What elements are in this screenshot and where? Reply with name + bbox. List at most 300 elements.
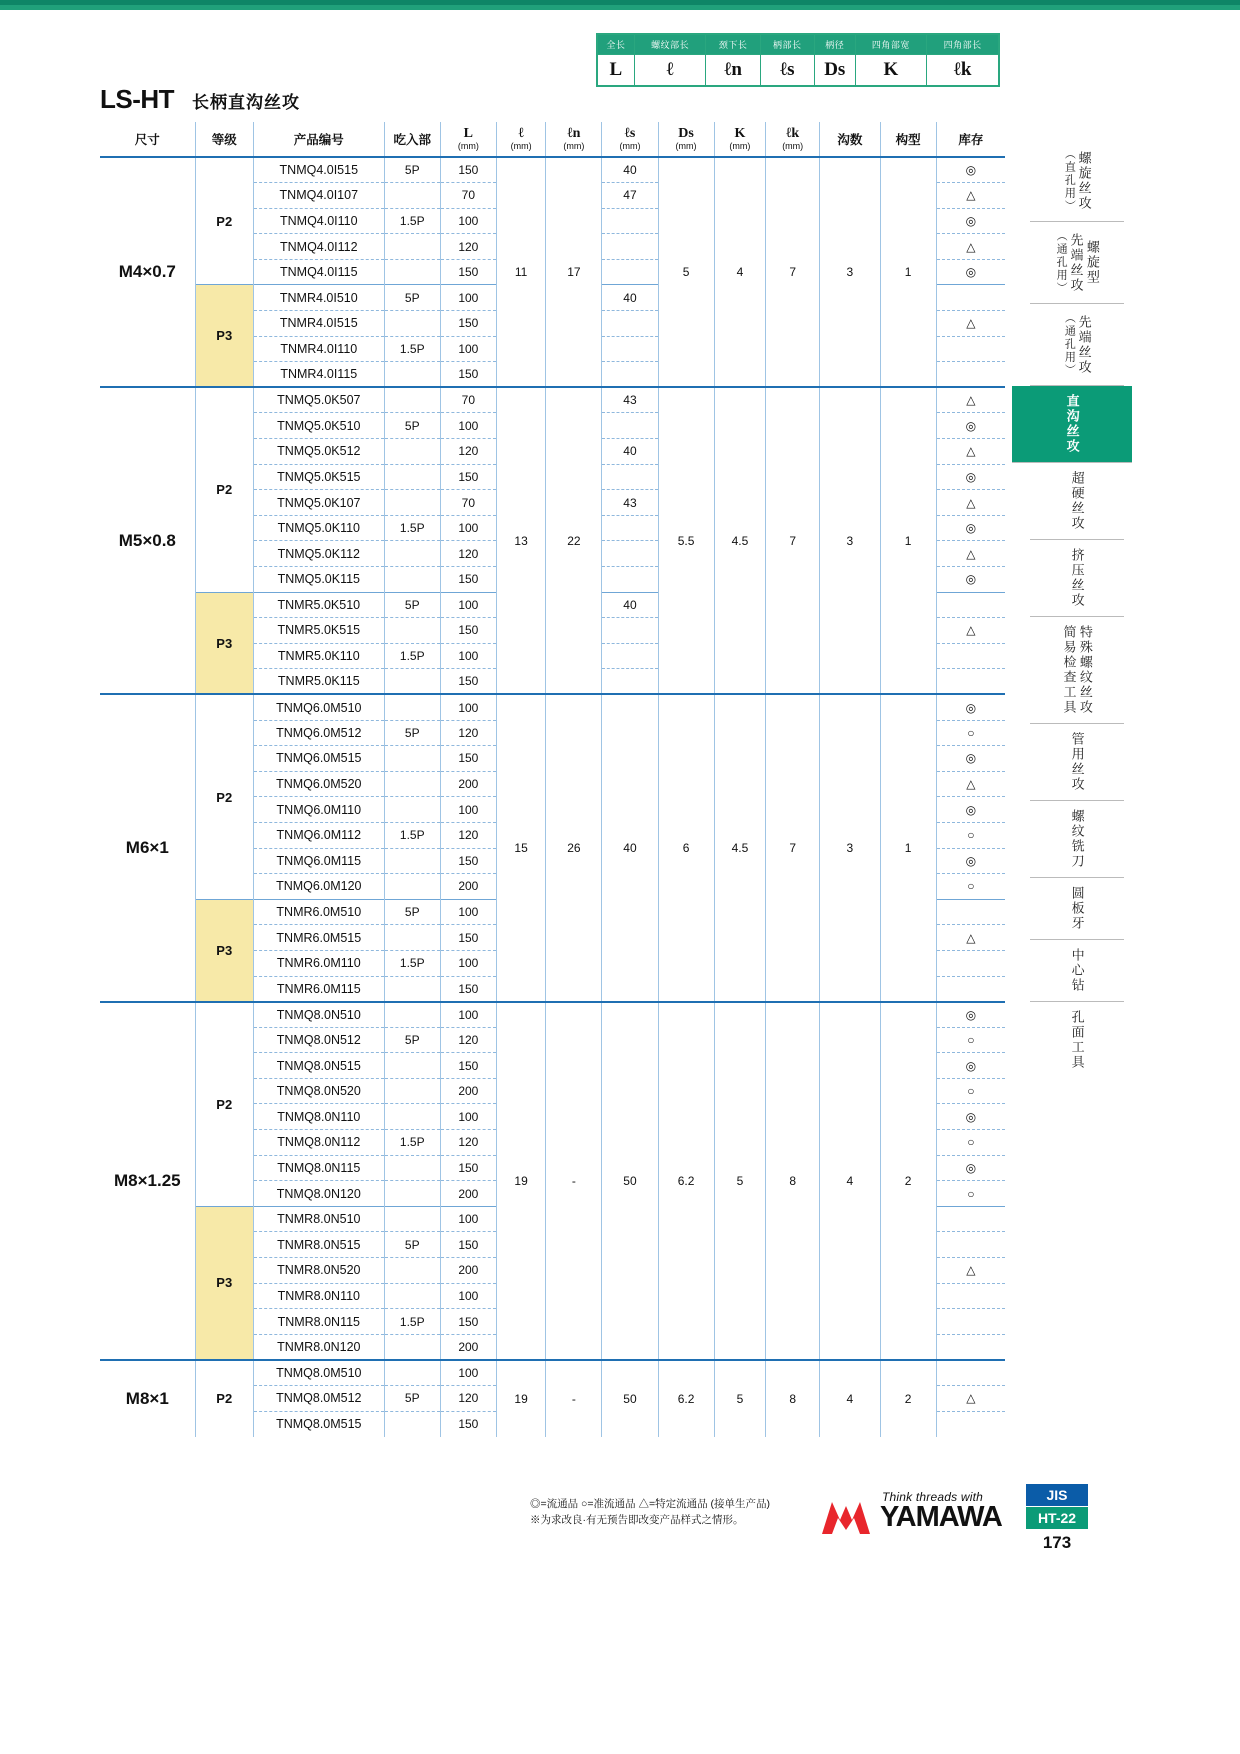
product-code-cell: TNMQ4.0I110 bbox=[253, 208, 384, 234]
chamfer-cell: 5P bbox=[384, 1386, 440, 1412]
chamfer-cell bbox=[384, 567, 440, 593]
dimension-legend bbox=[596, 33, 1000, 87]
product-code-cell: TNMQ8.0N112 bbox=[253, 1130, 384, 1156]
page-title bbox=[100, 84, 300, 115]
shank-length-cell bbox=[602, 618, 658, 644]
section-tab-columns bbox=[1030, 886, 1124, 931]
chamfer-cell: 5P bbox=[384, 592, 440, 618]
overall-length-cell: 100 bbox=[440, 413, 496, 439]
column-header-unit: (mm) bbox=[782, 141, 804, 152]
section-tab-label: 超硬丝攻 bbox=[1069, 471, 1085, 531]
overall-length-cell: 150 bbox=[440, 848, 496, 874]
product-code-cell: TNMQ8.0N115 bbox=[253, 1155, 384, 1181]
overall-length-cell: 70 bbox=[440, 183, 496, 209]
product-code-cell: TNMQ8.0N512 bbox=[253, 1027, 384, 1053]
overall-length-cell: 100 bbox=[440, 1002, 496, 1028]
shank-length-cell: 40 bbox=[602, 592, 658, 618]
chamfer-cell bbox=[384, 1258, 440, 1284]
overall-length-cell: 150 bbox=[440, 618, 496, 644]
section-tab-label: 圆板牙 bbox=[1069, 886, 1085, 931]
jis-badge: JIS bbox=[1026, 1484, 1088, 1506]
thread-length-cell: 15 bbox=[496, 694, 545, 1001]
product-code-cell: TNMR6.0M515 bbox=[253, 925, 384, 951]
column-header bbox=[658, 122, 714, 157]
chamfer-cell: 1.5P bbox=[384, 515, 440, 541]
shank-length-cell bbox=[602, 208, 658, 234]
product-code-cell: TNMR8.0N115 bbox=[253, 1309, 384, 1335]
shank-diameter-cell: 5.5 bbox=[658, 387, 714, 694]
stock-status-cell bbox=[936, 336, 1005, 362]
square-length-cell: 8 bbox=[766, 1002, 820, 1360]
product-code-cell: TNMQ6.0M512 bbox=[253, 720, 384, 746]
product-code-cell: TNMQ8.0M512 bbox=[253, 1386, 384, 1412]
overall-length-cell: 120 bbox=[440, 541, 496, 567]
stock-status-cell bbox=[936, 1283, 1005, 1309]
overall-length-cell: 150 bbox=[440, 976, 496, 1002]
neck-length-cell: - bbox=[546, 1360, 602, 1437]
stock-status-cell: △ bbox=[936, 1386, 1005, 1412]
chamfer-cell bbox=[384, 771, 440, 797]
shank-length-cell bbox=[602, 362, 658, 388]
section-tab-label: （直孔用） bbox=[1063, 148, 1076, 213]
chamfer-cell bbox=[384, 1283, 440, 1309]
legend-header-cell: 四角部宽 bbox=[855, 35, 927, 55]
chamfer-cell bbox=[384, 362, 440, 388]
square-length-cell: 7 bbox=[766, 157, 820, 387]
stock-status-cell: △ bbox=[936, 541, 1005, 567]
stock-status-cell: ◎ bbox=[936, 1155, 1005, 1181]
shank-length-cell bbox=[602, 259, 658, 285]
chamfer-cell bbox=[384, 234, 440, 260]
stock-status-cell: ◎ bbox=[936, 694, 1005, 720]
section-tab-columns bbox=[1030, 732, 1124, 792]
column-header-unit: (mm) bbox=[619, 141, 641, 152]
chamfer-cell bbox=[384, 746, 440, 772]
product-code-cell: TNMR8.0N120 bbox=[253, 1334, 384, 1360]
overall-length-cell: 100 bbox=[440, 643, 496, 669]
overall-length-cell: 150 bbox=[440, 746, 496, 772]
stock-status-cell bbox=[936, 950, 1005, 976]
square-width-cell: 5 bbox=[714, 1002, 766, 1360]
column-header bbox=[253, 122, 384, 157]
overall-length-cell: 100 bbox=[440, 797, 496, 823]
shank-length-cell bbox=[602, 336, 658, 362]
overall-length-cell: 200 bbox=[440, 874, 496, 900]
product-code-cell: TNMQ6.0M510 bbox=[253, 694, 384, 720]
stock-status-cell bbox=[936, 1206, 1005, 1232]
section-tab[interactable] bbox=[1030, 801, 1124, 878]
chamfer-cell bbox=[384, 1053, 440, 1079]
shank-diameter-cell: 5 bbox=[658, 157, 714, 387]
product-code-cell: TNMR6.0M510 bbox=[253, 899, 384, 925]
stock-status-cell: ◎ bbox=[936, 157, 1005, 183]
product-code-cell: TNMQ8.0N520 bbox=[253, 1078, 384, 1104]
legend-symbol-cell: ℓk bbox=[927, 55, 999, 86]
stock-status-cell: ◎ bbox=[936, 208, 1005, 234]
product-code-cell: TNMQ4.0I515 bbox=[253, 157, 384, 183]
chamfer-cell: 1.5P bbox=[384, 1309, 440, 1335]
column-header bbox=[384, 122, 440, 157]
chamfer-cell bbox=[384, 439, 440, 465]
overall-length-cell: 100 bbox=[440, 950, 496, 976]
chamfer-cell bbox=[384, 694, 440, 720]
stock-status-cell: ◎ bbox=[936, 413, 1005, 439]
chamfer-cell: 5P bbox=[384, 285, 440, 311]
flute-count-cell: 3 bbox=[820, 387, 880, 694]
chamfer-cell bbox=[384, 1002, 440, 1028]
overall-length-cell: 150 bbox=[440, 669, 496, 695]
column-header bbox=[766, 122, 820, 157]
stock-status-cell: ◎ bbox=[936, 848, 1005, 874]
stock-status-cell: ○ bbox=[936, 1130, 1005, 1156]
product-code-cell: TNMR5.0K115 bbox=[253, 669, 384, 695]
product-code-cell: TNMR4.0I115 bbox=[253, 362, 384, 388]
grade-cell: P3 bbox=[195, 592, 253, 694]
page-footer-badges bbox=[1026, 1484, 1088, 1553]
section-tab[interactable] bbox=[1030, 463, 1124, 540]
stock-legend-line2: ※为求改良·有无预告即改变产品样式之情形。 bbox=[530, 1513, 744, 1526]
legend-symbol-cell: K bbox=[855, 55, 927, 86]
chamfer-cell: 5P bbox=[384, 899, 440, 925]
grade-cell: P2 bbox=[195, 1360, 253, 1437]
stock-status-cell: △ bbox=[936, 1258, 1005, 1284]
chamfer-cell: 1.5P bbox=[384, 208, 440, 234]
product-spec-table bbox=[100, 122, 1005, 1437]
shank-length-cell bbox=[602, 643, 658, 669]
stock-status-cell bbox=[936, 1411, 1005, 1437]
square-width-cell: 4 bbox=[714, 157, 766, 387]
flute-count-cell: 4 bbox=[820, 1002, 880, 1360]
grade-cell: P3 bbox=[195, 285, 253, 387]
neck-length-cell: 26 bbox=[546, 694, 602, 1001]
overall-length-cell: 100 bbox=[440, 1206, 496, 1232]
product-code-cell: TNMR5.0K515 bbox=[253, 618, 384, 644]
overall-length-cell: 120 bbox=[440, 439, 496, 465]
size-cell: M6×1 bbox=[100, 694, 195, 1001]
shank-length-cell: 47 bbox=[602, 183, 658, 209]
product-code-cell: TNMR6.0M110 bbox=[253, 950, 384, 976]
overall-length-cell: 150 bbox=[440, 925, 496, 951]
chamfer-cell bbox=[384, 874, 440, 900]
overall-length-cell: 100 bbox=[440, 1360, 496, 1386]
stock-status-cell: ◎ bbox=[936, 746, 1005, 772]
section-tab[interactable] bbox=[1030, 140, 1124, 222]
product-code-cell: TNMR6.0M115 bbox=[253, 976, 384, 1002]
stock-status-cell: ○ bbox=[936, 1078, 1005, 1104]
overall-length-cell: 120 bbox=[440, 1027, 496, 1053]
section-tab-label: （通孔用） bbox=[1055, 230, 1068, 295]
chamfer-cell: 1.5P bbox=[384, 643, 440, 669]
legend-header-row bbox=[598, 35, 999, 55]
product-code-cell: TNMQ6.0M515 bbox=[253, 746, 384, 772]
shape-cell: 1 bbox=[880, 694, 936, 1001]
chamfer-cell: 5P bbox=[384, 1027, 440, 1053]
chamfer-cell bbox=[384, 1078, 440, 1104]
stock-status-cell: △ bbox=[936, 439, 1005, 465]
stock-status-cell bbox=[936, 899, 1005, 925]
chamfer-cell bbox=[384, 1104, 440, 1130]
table-row bbox=[100, 157, 1005, 183]
stock-status-cell: ○ bbox=[936, 874, 1005, 900]
overall-length-cell: 100 bbox=[440, 208, 496, 234]
overall-length-cell: 150 bbox=[440, 1411, 496, 1437]
chamfer-cell bbox=[384, 1155, 440, 1181]
overall-length-cell: 150 bbox=[440, 1309, 496, 1335]
section-tab-columns bbox=[1030, 948, 1124, 993]
page-number: 173 bbox=[1042, 1533, 1072, 1552]
chamfer-cell: 5P bbox=[384, 157, 440, 183]
column-header-label: ℓs bbox=[624, 126, 636, 142]
chamfer-cell: 1.5P bbox=[384, 1130, 440, 1156]
shank-length-cell bbox=[602, 413, 658, 439]
chamfer-cell bbox=[384, 259, 440, 285]
shank-diameter-cell: 6 bbox=[658, 694, 714, 1001]
shank-length-cell: 43 bbox=[602, 490, 658, 516]
product-code-cell: TNMQ6.0M112 bbox=[253, 822, 384, 848]
stock-status-cell bbox=[936, 976, 1005, 1002]
column-header bbox=[880, 122, 936, 157]
grade-cell: P2 bbox=[195, 387, 253, 592]
section-tab-columns bbox=[1030, 809, 1124, 869]
size-cell: M5×0.8 bbox=[100, 387, 195, 694]
square-width-cell: 4.5 bbox=[714, 387, 766, 694]
overall-length-cell: 150 bbox=[440, 1232, 496, 1258]
product-code-cell: TNMR4.0I515 bbox=[253, 311, 384, 337]
overall-length-cell: 100 bbox=[440, 336, 496, 362]
chamfer-cell: 1.5P bbox=[384, 822, 440, 848]
column-header-label: ℓn bbox=[567, 126, 581, 142]
overall-length-cell: 100 bbox=[440, 1104, 496, 1130]
shank-length-cell: 50 bbox=[602, 1002, 658, 1360]
legend-header-cell: 柄部长 bbox=[760, 35, 814, 55]
grade-cell: P3 bbox=[195, 1206, 253, 1360]
overall-length-cell: 150 bbox=[440, 464, 496, 490]
chamfer-cell bbox=[384, 848, 440, 874]
chamfer-cell bbox=[384, 464, 440, 490]
product-code-cell: TNMR8.0N515 bbox=[253, 1232, 384, 1258]
stock-status-cell: ○ bbox=[936, 720, 1005, 746]
column-header-label: 尺寸 bbox=[134, 133, 160, 147]
top-accent-bar-dark bbox=[0, 0, 1240, 5]
column-header bbox=[440, 122, 496, 157]
overall-length-cell: 150 bbox=[440, 259, 496, 285]
product-code-cell: TNMQ5.0K110 bbox=[253, 515, 384, 541]
section-tab-label: 孔面工具 bbox=[1069, 1010, 1085, 1070]
overall-length-cell: 150 bbox=[440, 362, 496, 388]
legend-symbol-cell: ℓn bbox=[706, 55, 760, 86]
shank-length-cell bbox=[602, 567, 658, 593]
product-code-cell: TNMR5.0K510 bbox=[253, 592, 384, 618]
chamfer-cell bbox=[384, 1360, 440, 1386]
section-tab-columns bbox=[1012, 394, 1132, 454]
grade-cell: P2 bbox=[195, 1002, 253, 1207]
product-code-cell: TNMQ6.0M115 bbox=[253, 848, 384, 874]
flute-count-cell: 3 bbox=[820, 694, 880, 1001]
square-length-cell: 8 bbox=[766, 1360, 820, 1437]
thread-length-cell: 19 bbox=[496, 1002, 545, 1360]
shape-cell: 1 bbox=[880, 157, 936, 387]
section-tab[interactable] bbox=[1030, 617, 1124, 724]
section-tab-columns bbox=[1030, 312, 1124, 377]
chamfer-cell: 1.5P bbox=[384, 950, 440, 976]
section-tab-label: 螺旋丝攻 bbox=[1076, 150, 1092, 211]
product-code-cell: TNMQ8.0M510 bbox=[253, 1360, 384, 1386]
stock-status-cell: ○ bbox=[936, 1181, 1005, 1207]
column-header-label: 库存 bbox=[958, 133, 984, 147]
neck-length-cell: 17 bbox=[546, 157, 602, 387]
stock-legend-note bbox=[530, 1497, 770, 1529]
product-code-cell: TNMQ6.0M120 bbox=[253, 874, 384, 900]
legend-header-cell: 全长 bbox=[598, 35, 635, 55]
stock-status-cell: ◎ bbox=[936, 567, 1005, 593]
chamfer-cell bbox=[384, 1411, 440, 1437]
stock-status-cell: ◎ bbox=[936, 797, 1005, 823]
stock-status-cell: ◎ bbox=[936, 1002, 1005, 1028]
product-code-cell: TNMR8.0N520 bbox=[253, 1258, 384, 1284]
shank-length-cell bbox=[602, 515, 658, 541]
grade-cell: P3 bbox=[195, 899, 253, 1001]
legend-symbol-cell: L bbox=[598, 55, 635, 86]
stock-status-cell bbox=[936, 669, 1005, 695]
section-tab[interactable] bbox=[1030, 940, 1124, 1002]
column-header-label: K bbox=[734, 126, 746, 142]
column-header bbox=[546, 122, 602, 157]
overall-length-cell: 120 bbox=[440, 234, 496, 260]
stock-status-cell bbox=[936, 1360, 1005, 1386]
shank-length-cell bbox=[602, 464, 658, 490]
overall-length-cell: 200 bbox=[440, 1334, 496, 1360]
section-tab-label: 挤压丝攻 bbox=[1069, 548, 1085, 608]
product-code-cell: TNMQ5.0K107 bbox=[253, 490, 384, 516]
overall-length-cell: 150 bbox=[440, 157, 496, 183]
overall-length-cell: 120 bbox=[440, 1386, 496, 1412]
section-tab-label: 螺旋型 bbox=[1084, 240, 1100, 285]
section-tab-columns bbox=[1030, 625, 1124, 715]
overall-length-cell: 100 bbox=[440, 285, 496, 311]
square-width-cell: 5 bbox=[714, 1360, 766, 1437]
stock-status-cell: △ bbox=[936, 618, 1005, 644]
section-tab-label: 简易检查工具 bbox=[1061, 625, 1077, 715]
square-width-cell: 4.5 bbox=[714, 694, 766, 1001]
section-tab[interactable] bbox=[1030, 540, 1124, 617]
column-header-unit: (mm) bbox=[729, 141, 751, 152]
stock-status-cell: △ bbox=[936, 234, 1005, 260]
shank-length-cell bbox=[602, 234, 658, 260]
grade-cell: P2 bbox=[195, 157, 253, 285]
section-tab[interactable] bbox=[1030, 724, 1124, 801]
product-code-cell: TNMQ8.0N510 bbox=[253, 1002, 384, 1028]
chamfer-cell bbox=[384, 311, 440, 337]
overall-length-cell: 100 bbox=[440, 1283, 496, 1309]
stock-status-cell bbox=[936, 362, 1005, 388]
column-header-label: 产品编号 bbox=[293, 133, 344, 147]
section-tab[interactable] bbox=[1030, 878, 1124, 940]
product-code-cell: TNMR8.0N510 bbox=[253, 1206, 384, 1232]
square-length-cell: 7 bbox=[766, 387, 820, 694]
chamfer-cell bbox=[384, 1206, 440, 1232]
overall-length-cell: 200 bbox=[440, 1078, 496, 1104]
section-tab-label: （通孔用） bbox=[1063, 312, 1076, 377]
neck-length-cell: - bbox=[546, 1002, 602, 1360]
shank-length-cell bbox=[602, 669, 658, 695]
section-tab-columns bbox=[1030, 148, 1124, 213]
dimension-legend-table bbox=[597, 34, 999, 86]
size-cell: M4×0.7 bbox=[100, 157, 195, 387]
chamfer-cell bbox=[384, 1334, 440, 1360]
section-tab[interactable] bbox=[1030, 222, 1124, 304]
yamawa-mark-icon bbox=[820, 1496, 872, 1536]
section-tab[interactable] bbox=[1012, 386, 1132, 463]
stock-legend-line1: ◎=流通品 ○=准流通品 △=特定流通品 (接单生产品) bbox=[530, 1498, 770, 1510]
stock-status-cell: ◎ bbox=[936, 1104, 1005, 1130]
product-code-cell: TNMQ4.0I112 bbox=[253, 234, 384, 260]
chamfer-cell: 5P bbox=[384, 413, 440, 439]
legend-symbol-cell: ℓ bbox=[634, 55, 706, 86]
product-code-cell: TNMR4.0I110 bbox=[253, 336, 384, 362]
section-tabs bbox=[1012, 140, 1132, 1078]
stock-status-cell: ◎ bbox=[936, 259, 1005, 285]
shank-length-cell: 43 bbox=[602, 387, 658, 413]
stock-status-cell bbox=[936, 285, 1005, 311]
section-tab[interactable] bbox=[1030, 304, 1124, 386]
product-code-cell: TNMQ5.0K512 bbox=[253, 439, 384, 465]
stock-status-cell bbox=[936, 643, 1005, 669]
section-tab-columns bbox=[1030, 230, 1124, 295]
stock-status-cell: ◎ bbox=[936, 515, 1005, 541]
product-code-cell: TNMR8.0N110 bbox=[253, 1283, 384, 1309]
table-row bbox=[100, 387, 1005, 413]
product-code-cell: TNMQ5.0K507 bbox=[253, 387, 384, 413]
column-header-label: ℓ bbox=[518, 126, 524, 142]
column-header-unit: (mm) bbox=[510, 141, 532, 152]
product-code-cell: TNMQ8.0N110 bbox=[253, 1104, 384, 1130]
table-body bbox=[100, 157, 1005, 1437]
stock-status-cell: △ bbox=[936, 183, 1005, 209]
chamfer-cell: 1.5P bbox=[384, 336, 440, 362]
product-code-cell: TNMQ4.0I107 bbox=[253, 183, 384, 209]
column-header-label: L bbox=[463, 126, 473, 142]
legend-header-cell: 四角部长 bbox=[927, 35, 999, 55]
stock-status-cell bbox=[936, 592, 1005, 618]
shank-diameter-cell: 6.2 bbox=[658, 1360, 714, 1437]
section-tab[interactable] bbox=[1030, 1002, 1124, 1078]
product-code-cell: TNMQ4.0I115 bbox=[253, 259, 384, 285]
overall-length-cell: 200 bbox=[440, 1181, 496, 1207]
legend-header-cell: 柄径 bbox=[814, 35, 855, 55]
table-row bbox=[100, 1360, 1005, 1386]
catalog-code-badge: HT-22 bbox=[1026, 1507, 1088, 1529]
column-header-label: 吃入部 bbox=[393, 133, 432, 147]
column-header-label: 等级 bbox=[211, 133, 237, 147]
chamfer-cell bbox=[384, 669, 440, 695]
column-header bbox=[602, 122, 658, 157]
overall-length-cell: 200 bbox=[440, 1258, 496, 1284]
chamfer-cell bbox=[384, 490, 440, 516]
section-tab-label: 先端丝攻 bbox=[1068, 232, 1084, 293]
product-code-cell: TNMR5.0K110 bbox=[253, 643, 384, 669]
shank-length-cell: 40 bbox=[602, 285, 658, 311]
brand-logo bbox=[820, 1490, 1002, 1532]
table-row bbox=[100, 694, 1005, 720]
product-code-cell: TNMQ6.0M110 bbox=[253, 797, 384, 823]
shank-length-cell bbox=[602, 541, 658, 567]
brand-name: YAMAWA bbox=[880, 1501, 1002, 1533]
column-header bbox=[714, 122, 766, 157]
shank-length-cell: 40 bbox=[602, 439, 658, 465]
column-header-label: 沟数 bbox=[837, 133, 863, 147]
overall-length-cell: 150 bbox=[440, 567, 496, 593]
grade-cell: P2 bbox=[195, 694, 253, 899]
